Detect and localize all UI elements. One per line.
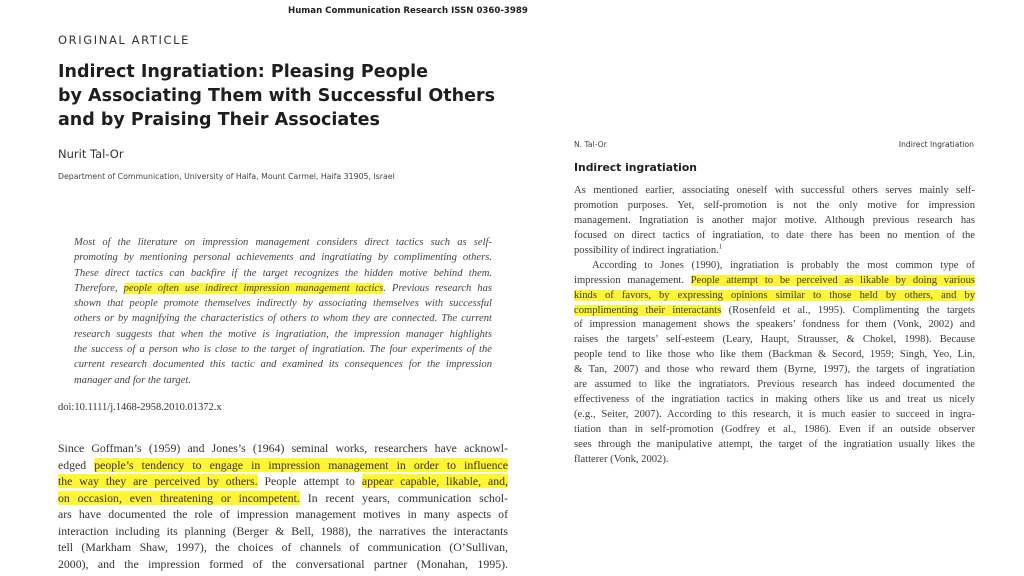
author-name: Nurit Tal-Or — [58, 147, 124, 161]
text-span: According to Jones (1990), ingratiation is probably the most common type of — [592, 259, 975, 271]
text-line — [574, 393, 975, 408]
text-span: edged — [58, 457, 95, 472]
text-line — [74, 311, 492, 326]
text-line — [74, 250, 492, 265]
title-line: and by Praising Their Associates — [58, 110, 380, 130]
text-line — [574, 348, 975, 363]
text-span: the success of a person who is close to the target of ingratiation. The four experiments of the — [74, 344, 492, 356]
text-line — [74, 373, 492, 388]
text-line — [74, 342, 492, 357]
text-line — [58, 506, 508, 523]
text-line — [574, 199, 975, 214]
text-line — [58, 490, 508, 507]
text-line — [574, 229, 975, 244]
text-line — [74, 235, 492, 250]
text-span: As mentioned earlier, associating oneself with successful others serves mainly self- — [574, 185, 975, 196]
text-line — [574, 289, 975, 304]
title-line: Indirect Ingratiation: Pleasing People — [58, 62, 428, 82]
author-affiliation: Department of Communication, University of Haifa, Mount Carmel, Haifa 31905, Israel — [58, 172, 395, 181]
highlighted-text: complimenting their interactants — [574, 304, 722, 316]
text-line — [74, 281, 492, 296]
text-span: interaction including its planning (Berger & Bell, 1988), the narratives the interactants — [58, 523, 508, 538]
text-line — [58, 440, 508, 457]
text-span: promoting by mentioning personal achievements and ingratiating by complimenting others. — [74, 252, 492, 264]
text-span: (Rosenfeld et al., 1995). Complimenting the targets — [721, 304, 975, 316]
text-line — [574, 259, 975, 274]
text-span: 2000), and the impression formed of the conversational partner (Monahan, 1995). — [58, 556, 508, 571]
text-span: impression management. — [574, 274, 691, 286]
article-type-label: ORIGINAL ARTICLE — [58, 33, 191, 47]
text-line — [574, 363, 975, 378]
text-span: of impression management shows the speakers’ fondness for them (Vonk, 2002) and — [574, 319, 975, 331]
text-line — [74, 296, 492, 311]
text-line — [574, 244, 975, 259]
text-span: promotion purposes. Yet, self-promotion is not the only motive for impression — [574, 199, 975, 211]
article-title — [58, 60, 538, 132]
highlighted-text: people often use indirect impression management tactics — [123, 282, 384, 294]
text-line — [74, 327, 492, 342]
text-span: These direct tactics can backfire if the target recognizes the hidden motive behind them. — [74, 267, 492, 279]
running-head-author: N. Tal-Or — [574, 140, 607, 149]
text-span: others or by magnifying the characteristics of others to whom they are connected. The current — [74, 313, 492, 325]
abstract — [74, 235, 492, 388]
text-span: current research documented this tactic and examined its consequences for the impression — [74, 359, 492, 371]
text-span: tiation than in self-promotion (Godfrey et al., 1986). Even if an outside observer — [574, 424, 975, 435]
text-line — [574, 453, 975, 468]
text-span: Since Goffman’s (1959) and Jones’s (1964) seminal works, researchers have acknowl- — [58, 441, 508, 455]
text-line — [574, 274, 975, 289]
text-span: ars have documented the role of impression management motives in many aspects of — [58, 507, 508, 521]
text-span: . Previous research has — [383, 282, 492, 294]
highlighted-text: the way they are perceived by others. — [58, 474, 258, 488]
highlighted-text: People attempt to be perceived as likable by doing various — [690, 274, 975, 286]
text-span: (e.g., Seiter, 2007). According to this research, it is much easier to succeed in ingra- — [574, 409, 975, 421]
text-span: raises the targets’ self-esteem (Leary, Haupt, Strausser, & Chokel, 1998). Because — [574, 334, 975, 346]
text-line — [58, 556, 508, 573]
highlighted-text: kinds of favors, by expressing opinions similar to those held by others, and by — [574, 289, 975, 301]
text-line — [574, 304, 975, 319]
text-span: Therefore, — [74, 282, 124, 294]
section-heading: Indirect ingratiation — [574, 161, 697, 174]
text-line — [574, 408, 975, 423]
highlighted-text: appear capable, likable, and, — [361, 474, 508, 488]
text-line — [574, 318, 975, 333]
text-span: People attempt to — [257, 474, 362, 488]
text-span: shown that people promote themselves indirectly by associating themselves with successful — [74, 298, 492, 310]
text-span: Most of the literature on impression management considers direct tactics such as self- — [74, 237, 492, 248]
text-line — [574, 378, 975, 393]
text-span: possibility of indirect ingratiation. — [574, 244, 719, 256]
text-line — [58, 473, 508, 490]
text-line — [74, 266, 492, 281]
text-span: management. Ingratiation is another major motive. Although previous research has — [574, 214, 975, 226]
highlighted-text: people’s tendency to engage in impression management in order to influence — [94, 457, 508, 472]
text-line — [574, 423, 975, 438]
text-line — [574, 438, 975, 453]
text-span: focused on direct tactics of ingratiation, to date there has been no mention of the — [574, 229, 975, 241]
doi-link[interactable]: doi:10.1111/j.1468-2958.2010.01372.x — [58, 402, 222, 413]
text-line — [574, 333, 975, 348]
text-span: people tend to like those who like them (Backman & Secord, 1959; Singh, Yeo, Lin, — [574, 349, 975, 361]
text-span: effectiveness of the ingratiation tactics in making others like us and treat us nicely — [574, 394, 975, 406]
text-span: are assumed to like the ingratiators. Previous research has indeed documented the — [574, 379, 975, 391]
section-body — [574, 184, 975, 468]
text-span: flatterer (Vonk, 2002). — [574, 453, 669, 465]
footnote-marker[interactable]: 1 — [718, 243, 723, 251]
running-head-title: Indirect Ingratiation — [898, 140, 974, 149]
text-line — [574, 214, 975, 229]
text-span: sees through the manipulative attempt, the target of the ingratiation usually likes the — [574, 438, 975, 450]
introduction-paragraph — [58, 440, 508, 572]
text-line — [58, 457, 508, 474]
text-line — [58, 523, 508, 540]
text-line — [574, 184, 975, 199]
text-span: In recent years, communication schol- — [299, 490, 508, 505]
journal-header: Human Communication Research ISSN 0360-3989 — [288, 6, 528, 16]
highlighted-text: on occasion, even threatening or incompetent. — [58, 490, 300, 505]
text-span: research suggests that when the motive is ingratiation, the impression manager highlights — [74, 328, 492, 340]
text-span: manager and for the target. — [74, 374, 192, 386]
text-line — [74, 357, 492, 372]
title-line: by Associating Them with Successful Others — [58, 86, 496, 106]
text-line — [58, 539, 508, 556]
text-span: & Tan, 2007) and those who reward them (Byrne, 1997), the targets of ingratiation — [574, 364, 975, 376]
text-span: tell (Markham Shaw, 1997), the choices of channels of communication (O’Sullivan, — [58, 540, 508, 554]
